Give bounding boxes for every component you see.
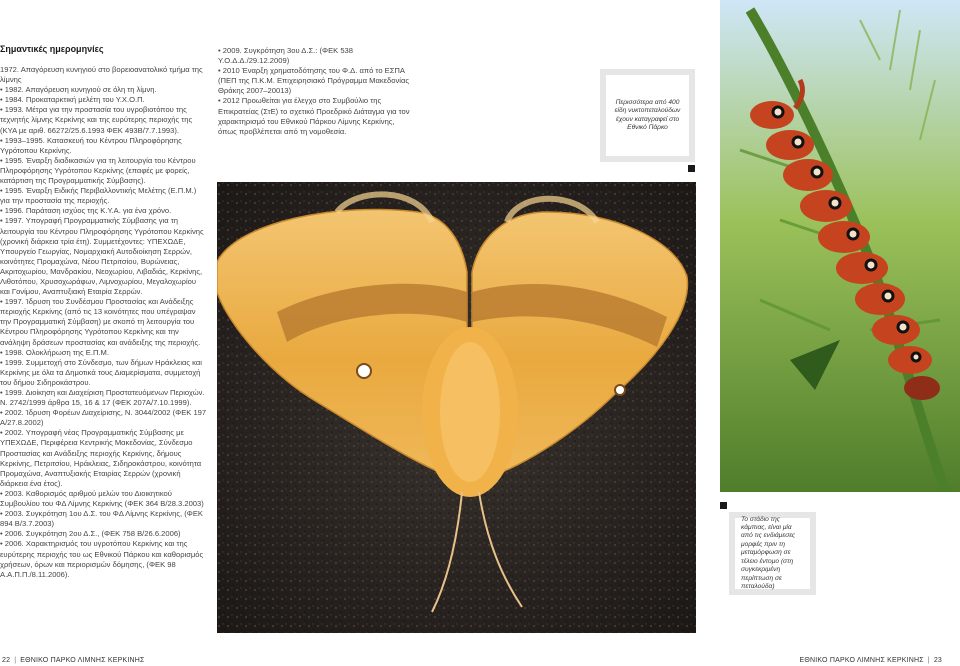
callout-marker: [688, 165, 695, 172]
timeline-entry: • 1997. Υπογραφή Προγραμματικής Σύμβασης για τη λειτουργία του Κέντρου Πληροφόρησης Υγρότοπου Κερκίνης (χρονική διάρκεια τρία έτη). Συμμετέχοντες: ΥΠΕΧΩΔΕ, Υπουργείο Γεωργίας, Νομαρχιακή Αυτοδιοίκηση Σερρών, κοινότητες Προμαχώνα, Νέου Πετριτσίου, Βυρώνειας, Ακριτοχωρίου, Μανδρακίου, Νεοχωρίου, Λιβαδιάς, Κερκίνης, Λιθοτόπου, Χρυσοχωράφων, Λιμνοχωρίου, Μεγαλοχωρίου και Γονίμου, Αναπτυξιακή Εταιρία Σερρών.: [0, 216, 204, 297]
page-number-right: 23: [933, 657, 942, 664]
footer-title-left: ΕΘΝΙΚΟ ΠΑΡΚΟ ΛΙΜΝΗΣ ΚΕΡΚΙΝΗΣ: [20, 657, 145, 664]
timeline-entry: • 2003. Καθορισμός αριθμού μελών του Διοικητικού Συμβουλίου του ΦΔ Λίμνης Κερκίνης (ΦΕΚ 364 Β/28.3.2003): [0, 488, 204, 509]
moth-photo: [217, 182, 696, 633]
timeline-entry: • 2010 Έναρξη χρηματοδότησης του Φ.Δ. από το ΕΣΠΑ (ΠΕΠ της Π.Κ.Μ. Επιχειρησιακό Πρόγραμμα Μακεδονίας Θράκης 2007–20013): [218, 66, 410, 96]
page-number-left: 22: [2, 657, 11, 664]
caterpillar-photo: [720, 0, 960, 492]
timeline-entry: • 1999. Συμμετοχή στο Σύνδεσμο, των δήμων Ηράκλειας και Κερκίνης με όλα τα Δημοτικά τους Διαμερίσματα, συμμετοχή του δήμου Σιδηροκάστρου.: [0, 357, 202, 387]
section-heading: Σημαντικές ημερομηνίες: [0, 44, 104, 54]
footer-left: [2, 657, 145, 664]
timeline-entry: • 2003. Συγκρότηση 1ου Δ.Σ. του ΦΔ Λίμνης Κερκίνης, (ΦΕΚ 894 Β/3.7.2003): [0, 509, 203, 529]
timeline-entry: • 1998. Ολοκλήρωση της Ε.Π.Μ.: [0, 347, 109, 357]
callout-moth-species: [600, 69, 695, 162]
timeline-entry: • 1995. Έναρξη διαδικασιών για τη λειτουργία του Κέντρου Πληροφόρησης Υγρότοπου Κερκίνης (επαφές με φορείς, κατάρτιση της Προγραμματικής Σύμβασης).: [0, 155, 196, 186]
timeline-entry: • 1982. Απαγόρευση κυνηγιού σε όλη τη λίμνη.: [0, 85, 157, 95]
footer-right: [799, 657, 942, 664]
timeline-entry: • 1984. Προκαταρκτική μελέτη του Υ.Χ.Ο.Π.: [0, 95, 145, 105]
timeline-entry: • 2006. Συγκρότηση 2ου Δ.Σ., (ΦΕΚ 758 Β/26.6.2006): [0, 529, 181, 539]
timeline-column-middle: [218, 46, 410, 137]
timeline-column-left: [0, 44, 207, 580]
callout-text: Το στάδιο της κάμπιας, είναι μία από τις ενδιάμεσες μορφές πριν τη μεταμόρφωση σε τέλειο έντομο (στη συγκεκριμένη περίπτωση σε πεταλούδα): [735, 518, 810, 589]
timeline-entry: • 1995. Έναρξη Ειδικής Περιβαλλοντικής Μελέτης (Ε.Π.Μ.) για την προστασία της περιοχής.: [0, 186, 197, 206]
callout-caterpillar-stage: [729, 512, 816, 595]
timeline-entry: • 2009. Συγκρότηση 3ου Δ.Σ.: (ΦΕΚ 538 Υ.Ο.Δ.Δ./29.12.2009): [218, 46, 353, 66]
timeline-entry: 1972. Απαγόρευση κυνηγιού στο βορειοανατολικό τμήμα της λίμνης: [0, 65, 203, 85]
timeline-entry: • 1996. Παράταση ισχύος της Κ.Υ.Α. για ένα χρόνο.: [0, 206, 172, 216]
timeline-entry: • 2006. Χαρακτηρισμός του υγροτόπου Κερκίνης και της ευρύτερης περιοχής του ως Εθνικού Πάρκου και καθορισμός χρήσεων, όρων και περιορισμών δόμησης, (ΦΕΚ 98 Α.Α.Π.Π./8.11.2006).: [0, 539, 204, 579]
moth-illustration: [217, 182, 696, 633]
callout-marker: [720, 502, 727, 509]
timeline-entry: • 2002. Υπογραφή νέας Προγραμματικής Σύμβασης με ΥΠΕΧΩΔΕ, Περιφέρεια Κεντρικής Μακεδονίας, Σύνδεσμο Προστασίας και Ανάδειξης περιοχής Κερκίνης, δήμους Κερκίνης, Πετριτσίου, Ηράκλειας, Σιδηροκάστρου, κοινότητα Προμαχώνα, Αναπτυξιακής Εταιρίας Σερρών (χρονική διάρκεια ένα έτος).: [0, 428, 202, 488]
timeline-entry: • 1999. Διοίκηση και Διαχείριση Προστατευόμενων Περιοχών. Ν. 2742/1999 άρθρα 15, 16 & 17 (ΦΕΚ 207Α/7.10.1999).: [0, 388, 205, 408]
caterpillar-illustration: [720, 0, 960, 492]
timeline-entry: • 1997. Ίδρυση του Συνδέσμου Προστασίας και Ανάδειξης περιοχής Κερκίνης (από τις 13 κοινότητες που υπέγραψαν την Προγραμματική Σύμβαση) με σκοπό τη λειτουργία του Κέντρου Πληροφόρησης Υγρότοπου Κερκίνης και την ανάληψη δράσεων προστασίας και ανάδειξης της περιοχής.: [0, 297, 201, 347]
footer-title-right: ΕΘΝΙΚΟ ΠΑΡΚΟ ΛΙΜΝΗΣ ΚΕΡΚΙΝΗΣ: [799, 657, 924, 664]
callout-text: Περισσότερα από 400 είδη νυκτοπεταλούδων έχουν καταγραφεί στο Εθνικό Πάρκο: [606, 75, 689, 156]
timeline-entry: • 1993–1995. Κατασκευή του Κέντρου Πληροφόρησης Υγρότοπου Κερκίνης.: [0, 135, 182, 155]
timeline-entry: • 2012 Προωθείται για έλεγχο στο Συμβούλιο της Επικρατείας (ΣτΕ) το σχετικό Προεδρικό Διάταγμα για τον χαρακτηρισμό του Εθνικού Πάρκου Λίμνης Κερκίνης, όπως προβλέπεται από τη νομοθεσία.: [218, 96, 410, 136]
timeline-entry: • 1993. Μέτρα για την προστασία του υγροβιοτόπου της τεχνητής λίμνης Κερκίνης και της ευρύτερης περιοχής της (ΚΥΑ με αριθ. 66272/25.6.1993 ΦΕΚ 493Β/7.7.1993).: [0, 105, 193, 135]
footer-separator: |: [927, 657, 930, 664]
footer-separator: |: [14, 657, 17, 664]
timeline-entry: • 2002. Ίδρυση Φορέων Διαχείρισης, Ν. 3044/2002 (ΦΕΚ 197 Α/27.8.2002): [0, 408, 207, 428]
